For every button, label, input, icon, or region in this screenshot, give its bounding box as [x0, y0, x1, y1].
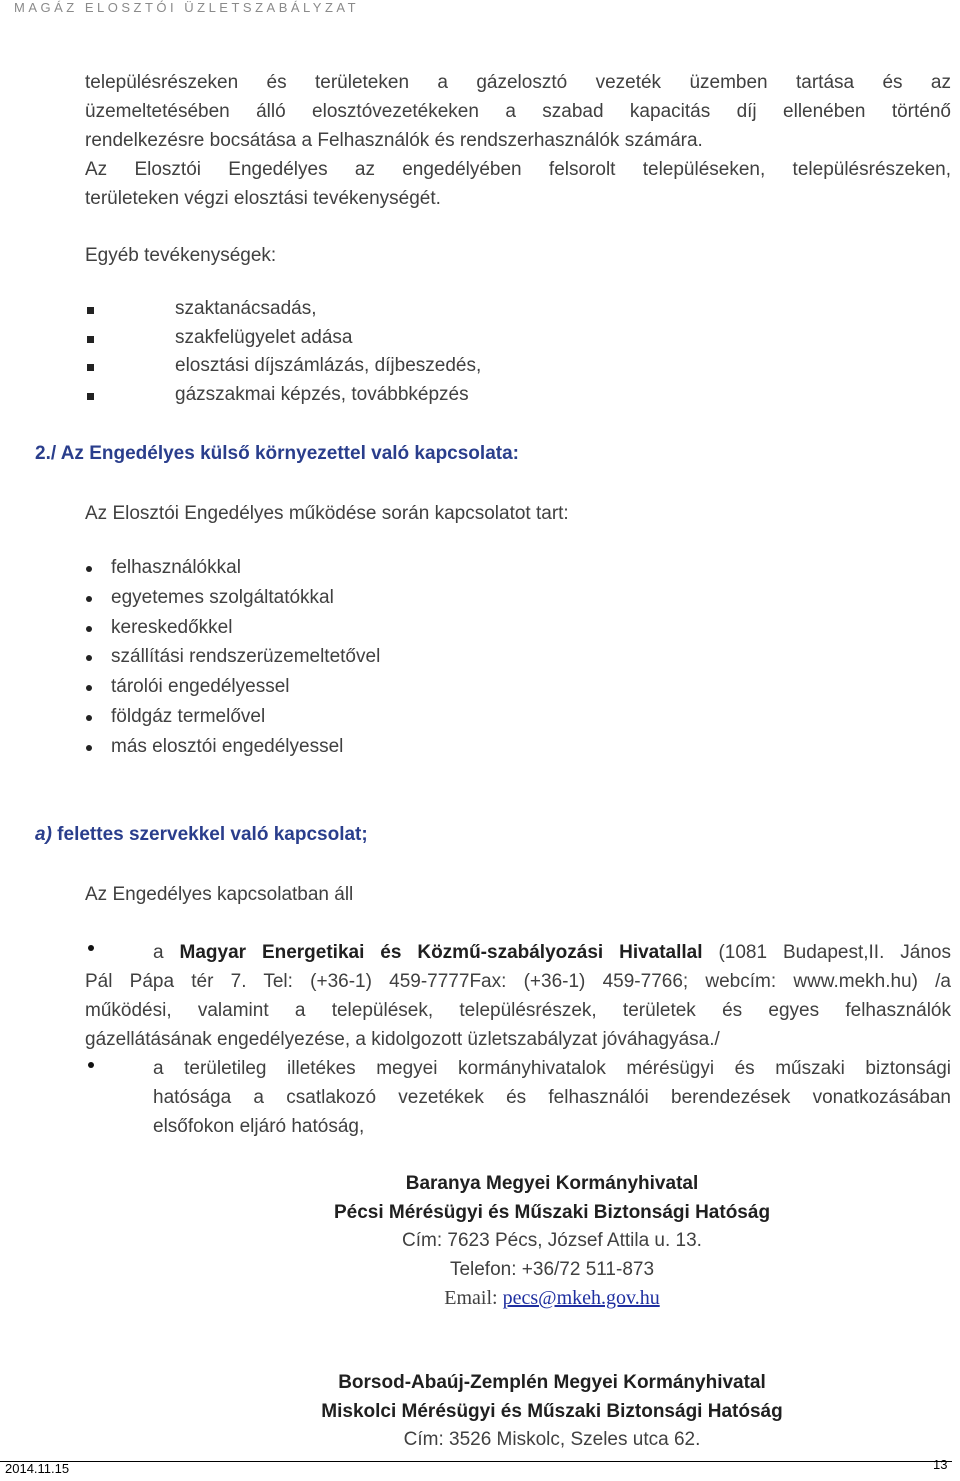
borsod-contact-block — [0, 1369, 960, 1455]
metrology-line: hatósága a csatlakozó vezetékek és felhasználói berendezések vonatkozásában — [153, 1087, 951, 1108]
section-a-intro: Az Engedélyes kapcsolatban áll — [85, 884, 354, 905]
metrology-line: elsőfokon eljáró hatóság, — [153, 1116, 365, 1137]
square-bullet-icon — [87, 336, 94, 343]
scope-line: területeken végzi elosztási tevékenységét. — [85, 188, 441, 209]
section-2-intro: Az Elosztói Engedélyes működése során kapcsolatot tart: — [85, 503, 569, 524]
round-bullet-icon — [86, 715, 92, 721]
authority-item-mekh — [85, 938, 951, 1054]
list-item: szaktanácsadás, — [85, 298, 785, 327]
round-bullet-icon — [86, 566, 92, 572]
section-a-heading: a) felettes szervekkel való kapcsolat; — [35, 824, 368, 845]
office-department: Miskolci Mérésügyi és Műszaki Biztonsági Hatóság — [321, 1400, 783, 1422]
office-name: Baranya Megyei Kormányhivatal — [405, 1173, 699, 1194]
mekh-line: gázellátásának engedélyezése, a kidolgozott üzletszabályzat jóváhagyása./ — [85, 1029, 720, 1050]
intro-paragraph — [85, 68, 951, 155]
round-bullet-icon — [88, 1062, 94, 1068]
page-number: 13 — [933, 1457, 948, 1472]
footer-divider — [0, 1461, 952, 1462]
scope-paragraph — [85, 155, 951, 213]
section-2-heading: 2./ Az Engedélyes külső környezettel való kapcsolata: — [35, 443, 519, 464]
round-bullet-icon — [86, 745, 92, 751]
round-bullet-icon — [86, 685, 92, 691]
other-activities-label: Egyéb tevékenységek: — [85, 245, 277, 266]
metrology-line: a területileg illetékes megyei kormányhivatalok mérésügyi és műszaki biztonsági — [153, 1058, 951, 1079]
list-item: felhasználókkal — [85, 557, 785, 587]
list-item: kereskedőkkel — [85, 617, 785, 647]
list-item: elosztási díjszámlázás, díjbeszedés, — [85, 355, 785, 384]
office-address: Cím: 3526 Miskolc, Szeles utca 62. — [403, 1429, 701, 1450]
scope-line: Az Elosztói Engedélyes az engedélyében felsorolt településeken, településrészeken, — [85, 159, 951, 180]
square-bullet-icon — [87, 307, 94, 314]
round-bullet-icon — [86, 596, 92, 602]
mekh-line: a Magyar Energetikai és Közmű-szabályozási Hivatallal (1081 Budapest,II. János — [153, 942, 951, 963]
mekh-line: Pál Pápa tér 7. Tel: (+36-1) 459-7777Fax: (+36-1) 459-7766; webcím: www.mekh.hu) /a — [85, 971, 951, 992]
intro-line: rendelkezésre bocsátása a Felhasználók és rendszerhasználók számára. — [85, 130, 703, 151]
mekh-line: működési, valamint a települések, településrészek, területek és egyes felhasználók — [85, 1000, 951, 1021]
office-name: Borsod-Abaúj-Zemplén Megyei Kormányhivatal — [338, 1372, 766, 1393]
list-item: gázszakmai képzés, továbbképzés — [85, 384, 785, 413]
list-item: szállítási rendszerüzemeltetővel — [85, 646, 785, 676]
email-link[interactable]: pecs@mkeh.gov.hu — [502, 1287, 660, 1309]
list-item: más elosztói engedélyessel — [85, 736, 785, 766]
square-bullet-icon — [87, 393, 94, 400]
list-item: tárolói engedélyessel — [85, 676, 785, 706]
other-activities-list — [85, 298, 785, 412]
footer-date: 2014.11.15 — [5, 1461, 70, 1476]
list-item: egyetemes szolgáltatókkal — [85, 587, 785, 617]
document-header: MAGÁZ ELOSZTÓI ÜZLETSZABÁLYZAT — [14, 0, 360, 15]
square-bullet-icon — [87, 364, 94, 371]
list-item: földgáz termelővel — [85, 706, 785, 736]
intro-line: üzemeltetésében álló elosztóvezetékeken a szabad kapacitás díj ellenében történő — [85, 101, 951, 122]
round-bullet-icon — [86, 655, 92, 661]
list-item: szakfelügyelet adása — [85, 327, 785, 356]
office-phone: Telefon: +36/72 511-873 — [449, 1258, 655, 1280]
contacts-list — [85, 557, 785, 766]
round-bullet-icon — [86, 626, 92, 632]
authority-item-metrology — [153, 1054, 951, 1141]
intro-line: településrészeken és területeken a gázelosztó vezeték üzemben tartása és az — [85, 72, 951, 93]
office-email: Email: pecs@mkeh.gov.hu — [444, 1287, 660, 1309]
office-address: Cím: 7623 Pécs, József Attila u. 13. — [402, 1230, 702, 1251]
office-department: Pécsi Mérésügyi és Műszaki Biztonsági Hatóság — [333, 1201, 771, 1223]
baranya-contact-block — [0, 1170, 960, 1313]
